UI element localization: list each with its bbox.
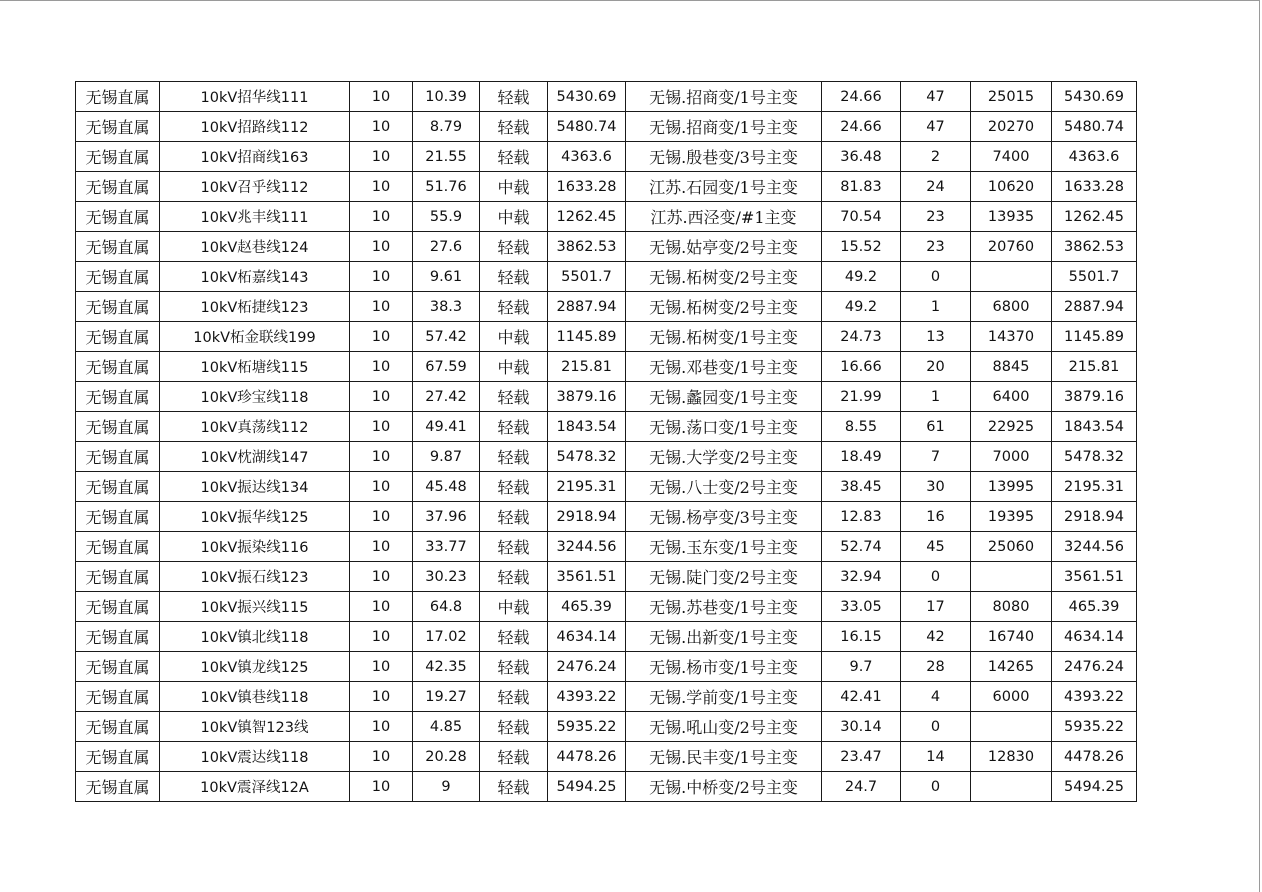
company-cell: 无锡直属 — [76, 772, 160, 802]
line-name-cell: 10kV震达线118 — [160, 742, 350, 772]
load-status-cell: 中载 — [480, 592, 548, 622]
company-cell: 无锡直属 — [76, 562, 160, 592]
load-status-cell: 轻载 — [480, 412, 548, 442]
table-row — [76, 322, 1137, 352]
company-cell: 无锡直属 — [76, 472, 160, 502]
company-cell: 无锡直属 — [76, 292, 160, 322]
count-cell: 0 — [901, 562, 971, 592]
transformer-cell: 江苏.西泾变/#1主变 — [626, 202, 822, 232]
capacity-cell: 5430.69 — [548, 82, 626, 112]
installed-capacity-cell: 13995 — [971, 472, 1052, 502]
load-status-cell: 轻载 — [480, 742, 548, 772]
voltage-cell: 10 — [350, 502, 413, 532]
table-row — [76, 232, 1137, 262]
installed-capacity-cell: 13935 — [971, 202, 1052, 232]
voltage-cell: 10 — [350, 142, 413, 172]
transformer-cell: 无锡.八士变/2号主变 — [626, 472, 822, 502]
capacity-cell: 5935.22 — [548, 712, 626, 742]
capacity-cell: 1633.28 — [548, 172, 626, 202]
capacity-cell: 465.39 — [548, 592, 626, 622]
load-status-cell: 中载 — [480, 172, 548, 202]
count-cell: 28 — [901, 652, 971, 682]
line-name-cell: 10kV镇北线118 — [160, 622, 350, 652]
line-name-cell: 10kV珍宝线118 — [160, 382, 350, 412]
transformer-cell: 无锡.殷巷变/3号主变 — [626, 142, 822, 172]
count-cell: 13 — [901, 322, 971, 352]
count-cell: 42 — [901, 622, 971, 652]
capacity-cell: 2918.94 — [548, 502, 626, 532]
line-name-cell: 10kV镇智123线 — [160, 712, 350, 742]
transformer-cell: 无锡.民丰变/1号主变 — [626, 742, 822, 772]
available-capacity-cell: 215.81 — [1052, 352, 1137, 382]
transformer-rate-cell: 23.47 — [822, 742, 901, 772]
transformer-cell: 无锡.荡口变/1号主变 — [626, 412, 822, 442]
available-capacity-cell: 3862.53 — [1052, 232, 1137, 262]
count-cell: 23 — [901, 202, 971, 232]
count-cell: 24 — [901, 172, 971, 202]
installed-capacity-cell: 14265 — [971, 652, 1052, 682]
transformer-cell: 无锡.大学变/2号主变 — [626, 442, 822, 472]
installed-capacity-cell: 7000 — [971, 442, 1052, 472]
table-row — [76, 82, 1137, 112]
available-capacity-cell: 4634.14 — [1052, 622, 1137, 652]
load-rate-cell: 49.41 — [413, 412, 480, 442]
transformer-rate-cell: 16.15 — [822, 622, 901, 652]
line-name-cell: 10kV真荡线112 — [160, 412, 350, 442]
capacity-cell: 5494.25 — [548, 772, 626, 802]
voltage-cell: 10 — [350, 652, 413, 682]
count-cell: 1 — [901, 382, 971, 412]
table-row — [76, 442, 1137, 472]
load-status-cell: 轻载 — [480, 502, 548, 532]
company-cell: 无锡直属 — [76, 742, 160, 772]
installed-capacity-cell: 12830 — [971, 742, 1052, 772]
load-rate-cell: 42.35 — [413, 652, 480, 682]
load-status-cell: 轻载 — [480, 382, 548, 412]
available-capacity-cell: 3879.16 — [1052, 382, 1137, 412]
voltage-cell: 10 — [350, 412, 413, 442]
transformer-rate-cell: 49.2 — [822, 262, 901, 292]
load-rate-cell: 27.6 — [413, 232, 480, 262]
installed-capacity-cell: 25060 — [971, 532, 1052, 562]
installed-capacity-cell: 6000 — [971, 682, 1052, 712]
available-capacity-cell: 5480.74 — [1052, 112, 1137, 142]
line-name-cell: 10kV振华线125 — [160, 502, 350, 532]
line-name-cell: 10kV柘捷线123 — [160, 292, 350, 322]
transformer-rate-cell: 24.66 — [822, 82, 901, 112]
load-rate-cell: 9.61 — [413, 262, 480, 292]
voltage-cell: 10 — [350, 382, 413, 412]
line-name-cell: 10kV赵巷线124 — [160, 232, 350, 262]
voltage-cell: 10 — [350, 262, 413, 292]
table-row — [76, 682, 1137, 712]
load-rate-cell: 38.3 — [413, 292, 480, 322]
available-capacity-cell: 5935.22 — [1052, 712, 1137, 742]
line-name-cell: 10kV柘塘线115 — [160, 352, 350, 382]
company-cell: 无锡直属 — [76, 712, 160, 742]
voltage-cell: 10 — [350, 772, 413, 802]
voltage-cell: 10 — [350, 232, 413, 262]
capacity-cell: 3879.16 — [548, 382, 626, 412]
company-cell: 无锡直属 — [76, 112, 160, 142]
line-name-cell: 10kV震泽线12A — [160, 772, 350, 802]
installed-capacity-cell: 16740 — [971, 622, 1052, 652]
line-name-cell: 10kV柘嘉线143 — [160, 262, 350, 292]
load-status-cell: 轻载 — [480, 532, 548, 562]
transformer-rate-cell: 36.48 — [822, 142, 901, 172]
count-cell: 0 — [901, 712, 971, 742]
company-cell: 无锡直属 — [76, 172, 160, 202]
load-rate-cell: 45.48 — [413, 472, 480, 502]
transformer-rate-cell: 49.2 — [822, 292, 901, 322]
capacity-cell: 3244.56 — [548, 532, 626, 562]
line-name-cell: 10kV招商线163 — [160, 142, 350, 172]
company-cell: 无锡直属 — [76, 442, 160, 472]
installed-capacity-cell — [971, 562, 1052, 592]
count-cell: 4 — [901, 682, 971, 712]
installed-capacity-cell: 6800 — [971, 292, 1052, 322]
voltage-cell: 10 — [350, 712, 413, 742]
company-cell: 无锡直属 — [76, 682, 160, 712]
voltage-cell: 10 — [350, 112, 413, 142]
voltage-cell: 10 — [350, 442, 413, 472]
table-row — [76, 712, 1137, 742]
load-status-cell: 轻载 — [480, 112, 548, 142]
table-row — [76, 112, 1137, 142]
load-rate-cell: 9.87 — [413, 442, 480, 472]
transformer-rate-cell: 81.83 — [822, 172, 901, 202]
load-status-cell: 轻载 — [480, 142, 548, 172]
count-cell: 17 — [901, 592, 971, 622]
load-rate-cell: 27.42 — [413, 382, 480, 412]
table-row — [76, 622, 1137, 652]
table-row — [76, 652, 1137, 682]
voltage-cell: 10 — [350, 742, 413, 772]
voltage-cell: 10 — [350, 352, 413, 382]
voltage-cell: 10 — [350, 592, 413, 622]
available-capacity-cell: 465.39 — [1052, 592, 1137, 622]
count-cell: 0 — [901, 772, 971, 802]
line-name-cell: 10kV振染线116 — [160, 532, 350, 562]
installed-capacity-cell: 8080 — [971, 592, 1052, 622]
capacity-cell: 5480.74 — [548, 112, 626, 142]
load-status-cell: 轻载 — [480, 772, 548, 802]
company-cell: 无锡直属 — [76, 382, 160, 412]
company-cell: 无锡直属 — [76, 352, 160, 382]
transformer-rate-cell: 9.7 — [822, 652, 901, 682]
table-row — [76, 142, 1137, 172]
transformer-cell: 无锡.招商变/1号主变 — [626, 82, 822, 112]
capacity-cell: 2476.24 — [548, 652, 626, 682]
load-status-cell: 轻载 — [480, 262, 548, 292]
count-cell: 47 — [901, 82, 971, 112]
count-cell: 1 — [901, 292, 971, 322]
available-capacity-cell: 3561.51 — [1052, 562, 1137, 592]
capacity-cell: 2887.94 — [548, 292, 626, 322]
load-rate-cell: 57.42 — [413, 322, 480, 352]
load-status-cell: 轻载 — [480, 292, 548, 322]
line-name-cell: 10kV振达线134 — [160, 472, 350, 502]
load-rate-cell: 4.85 — [413, 712, 480, 742]
available-capacity-cell: 2195.31 — [1052, 472, 1137, 502]
table-row — [76, 772, 1137, 802]
company-cell: 无锡直属 — [76, 322, 160, 352]
installed-capacity-cell — [971, 772, 1052, 802]
load-status-cell: 轻载 — [480, 652, 548, 682]
available-capacity-cell: 1843.54 — [1052, 412, 1137, 442]
transformer-rate-cell: 21.99 — [822, 382, 901, 412]
count-cell: 23 — [901, 232, 971, 262]
transformer-cell: 无锡.陡门变/2号主变 — [626, 562, 822, 592]
voltage-cell: 10 — [350, 532, 413, 562]
table-row — [76, 202, 1137, 232]
installed-capacity-cell: 10620 — [971, 172, 1052, 202]
available-capacity-cell: 1145.89 — [1052, 322, 1137, 352]
transformer-cell: 无锡.蠡园变/1号主变 — [626, 382, 822, 412]
voltage-cell: 10 — [350, 172, 413, 202]
transformer-rate-cell: 24.66 — [822, 112, 901, 142]
capacity-cell: 215.81 — [548, 352, 626, 382]
capacity-cell: 2195.31 — [548, 472, 626, 502]
voltage-cell: 10 — [350, 82, 413, 112]
load-status-cell: 轻载 — [480, 682, 548, 712]
data-table — [75, 81, 1137, 802]
line-name-cell: 10kV振石线123 — [160, 562, 350, 592]
load-status-cell: 轻载 — [480, 622, 548, 652]
company-cell: 无锡直属 — [76, 652, 160, 682]
transformer-cell: 无锡.出新变/1号主变 — [626, 622, 822, 652]
transformer-cell: 无锡.柘树变/1号主变 — [626, 322, 822, 352]
load-rate-cell: 33.77 — [413, 532, 480, 562]
transformer-rate-cell: 33.05 — [822, 592, 901, 622]
transformer-cell: 无锡.邓巷变/1号主变 — [626, 352, 822, 382]
transformer-cell: 无锡.柘树变/2号主变 — [626, 262, 822, 292]
available-capacity-cell: 5430.69 — [1052, 82, 1137, 112]
company-cell: 无锡直属 — [76, 262, 160, 292]
load-rate-cell: 64.8 — [413, 592, 480, 622]
transformer-cell: 无锡.招商变/1号主变 — [626, 112, 822, 142]
capacity-cell: 1262.45 — [548, 202, 626, 232]
transformer-rate-cell: 15.52 — [822, 232, 901, 262]
line-name-cell: 10kV兆丰线111 — [160, 202, 350, 232]
load-status-cell: 中载 — [480, 202, 548, 232]
transformer-cell: 无锡.吼山变/2号主变 — [626, 712, 822, 742]
transformer-cell: 无锡.杨亭变/3号主变 — [626, 502, 822, 532]
available-capacity-cell: 5478.32 — [1052, 442, 1137, 472]
installed-capacity-cell: 20270 — [971, 112, 1052, 142]
table-row — [76, 352, 1137, 382]
line-name-cell: 10kV枕湖线147 — [160, 442, 350, 472]
load-status-cell: 中载 — [480, 352, 548, 382]
table-row — [76, 472, 1137, 502]
table-row — [76, 382, 1137, 412]
transformer-rate-cell: 16.66 — [822, 352, 901, 382]
load-status-cell: 轻载 — [480, 82, 548, 112]
installed-capacity-cell: 6400 — [971, 382, 1052, 412]
table-row — [76, 532, 1137, 562]
voltage-cell: 10 — [350, 472, 413, 502]
installed-capacity-cell: 25015 — [971, 82, 1052, 112]
available-capacity-cell: 4363.6 — [1052, 142, 1137, 172]
transformer-cell: 无锡.姑亭变/2号主变 — [626, 232, 822, 262]
available-capacity-cell: 4393.22 — [1052, 682, 1137, 712]
available-capacity-cell: 1633.28 — [1052, 172, 1137, 202]
installed-capacity-cell: 22925 — [971, 412, 1052, 442]
table-row — [76, 292, 1137, 322]
capacity-cell: 4363.6 — [548, 142, 626, 172]
installed-capacity-cell: 7400 — [971, 142, 1052, 172]
company-cell: 无锡直属 — [76, 532, 160, 562]
voltage-cell: 10 — [350, 202, 413, 232]
transformer-cell: 无锡.中桥变/2号主变 — [626, 772, 822, 802]
capacity-cell: 4634.14 — [548, 622, 626, 652]
capacity-cell: 5501.7 — [548, 262, 626, 292]
line-name-cell: 10kV召乎线112 — [160, 172, 350, 202]
load-rate-cell: 37.96 — [413, 502, 480, 532]
count-cell: 30 — [901, 472, 971, 502]
table-row — [76, 562, 1137, 592]
table-row — [76, 262, 1137, 292]
installed-capacity-cell — [971, 712, 1052, 742]
voltage-cell: 10 — [350, 622, 413, 652]
voltage-cell: 10 — [350, 562, 413, 592]
load-rate-cell: 30.23 — [413, 562, 480, 592]
count-cell: 20 — [901, 352, 971, 382]
company-cell: 无锡直属 — [76, 232, 160, 262]
transformer-cell: 无锡.学前变/1号主变 — [626, 682, 822, 712]
transformer-rate-cell: 12.83 — [822, 502, 901, 532]
count-cell: 2 — [901, 142, 971, 172]
count-cell: 14 — [901, 742, 971, 772]
table-row — [76, 502, 1137, 532]
transformer-cell: 无锡.杨市变/1号主变 — [626, 652, 822, 682]
installed-capacity-cell: 8845 — [971, 352, 1052, 382]
load-rate-cell: 8.79 — [413, 112, 480, 142]
line-name-cell: 10kV招华线111 — [160, 82, 350, 112]
company-cell: 无锡直属 — [76, 202, 160, 232]
table-row — [76, 172, 1137, 202]
transformer-cell: 无锡.柘树变/2号主变 — [626, 292, 822, 322]
count-cell: 7 — [901, 442, 971, 472]
installed-capacity-cell: 20760 — [971, 232, 1052, 262]
transformer-rate-cell: 70.54 — [822, 202, 901, 232]
count-cell: 16 — [901, 502, 971, 532]
line-name-cell: 10kV招路线112 — [160, 112, 350, 142]
load-status-cell: 轻载 — [480, 232, 548, 262]
table-body — [76, 82, 1137, 802]
available-capacity-cell: 4478.26 — [1052, 742, 1137, 772]
transformer-rate-cell: 52.74 — [822, 532, 901, 562]
available-capacity-cell: 2476.24 — [1052, 652, 1137, 682]
company-cell: 无锡直属 — [76, 502, 160, 532]
company-cell: 无锡直属 — [76, 592, 160, 622]
load-rate-cell: 10.39 — [413, 82, 480, 112]
load-rate-cell: 20.28 — [413, 742, 480, 772]
count-cell: 47 — [901, 112, 971, 142]
available-capacity-cell: 2918.94 — [1052, 502, 1137, 532]
company-cell: 无锡直属 — [76, 142, 160, 172]
available-capacity-cell: 2887.94 — [1052, 292, 1137, 322]
transformer-rate-cell: 8.55 — [822, 412, 901, 442]
load-rate-cell: 17.02 — [413, 622, 480, 652]
load-status-cell: 轻载 — [480, 472, 548, 502]
installed-capacity-cell — [971, 262, 1052, 292]
transformer-rate-cell: 18.49 — [822, 442, 901, 472]
capacity-cell: 4393.22 — [548, 682, 626, 712]
company-cell: 无锡直属 — [76, 412, 160, 442]
voltage-cell: 10 — [350, 292, 413, 322]
count-cell: 45 — [901, 532, 971, 562]
line-name-cell: 10kV柘金联线199 — [160, 322, 350, 352]
load-status-cell: 中载 — [480, 322, 548, 352]
load-rate-cell: 21.55 — [413, 142, 480, 172]
available-capacity-cell: 5501.7 — [1052, 262, 1137, 292]
transformer-rate-cell: 42.41 — [822, 682, 901, 712]
available-capacity-cell: 5494.25 — [1052, 772, 1137, 802]
table-row — [76, 742, 1137, 772]
company-cell: 无锡直属 — [76, 82, 160, 112]
transformer-rate-cell: 24.73 — [822, 322, 901, 352]
transformer-cell: 江苏.石园变/1号主变 — [626, 172, 822, 202]
company-cell: 无锡直属 — [76, 622, 160, 652]
transformer-rate-cell: 32.94 — [822, 562, 901, 592]
load-rate-cell: 9 — [413, 772, 480, 802]
load-rate-cell: 55.9 — [413, 202, 480, 232]
transformer-cell: 无锡.玉东变/1号主变 — [626, 532, 822, 562]
load-status-cell: 轻载 — [480, 562, 548, 592]
installed-capacity-cell: 14370 — [971, 322, 1052, 352]
transformer-rate-cell: 38.45 — [822, 472, 901, 502]
load-rate-cell: 19.27 — [413, 682, 480, 712]
load-rate-cell: 67.59 — [413, 352, 480, 382]
voltage-cell: 10 — [350, 322, 413, 352]
capacity-cell: 3862.53 — [548, 232, 626, 262]
voltage-cell: 10 — [350, 682, 413, 712]
available-capacity-cell: 3244.56 — [1052, 532, 1137, 562]
available-capacity-cell: 1262.45 — [1052, 202, 1137, 232]
installed-capacity-cell: 19395 — [971, 502, 1052, 532]
load-rate-cell: 51.76 — [413, 172, 480, 202]
transformer-cell: 无锡.苏巷变/1号主变 — [626, 592, 822, 622]
capacity-cell: 1843.54 — [548, 412, 626, 442]
capacity-cell: 5478.32 — [548, 442, 626, 472]
table-row — [76, 592, 1137, 622]
capacity-cell: 1145.89 — [548, 322, 626, 352]
count-cell: 0 — [901, 262, 971, 292]
transformer-rate-cell: 24.7 — [822, 772, 901, 802]
load-status-cell: 轻载 — [480, 442, 548, 472]
line-name-cell: 10kV镇龙线125 — [160, 652, 350, 682]
capacity-cell: 4478.26 — [548, 742, 626, 772]
load-status-cell: 轻载 — [480, 712, 548, 742]
transformer-rate-cell: 30.14 — [822, 712, 901, 742]
table-row — [76, 412, 1137, 442]
line-name-cell: 10kV振兴线115 — [160, 592, 350, 622]
count-cell: 61 — [901, 412, 971, 442]
capacity-cell: 3561.51 — [548, 562, 626, 592]
line-name-cell: 10kV镇巷线118 — [160, 682, 350, 712]
